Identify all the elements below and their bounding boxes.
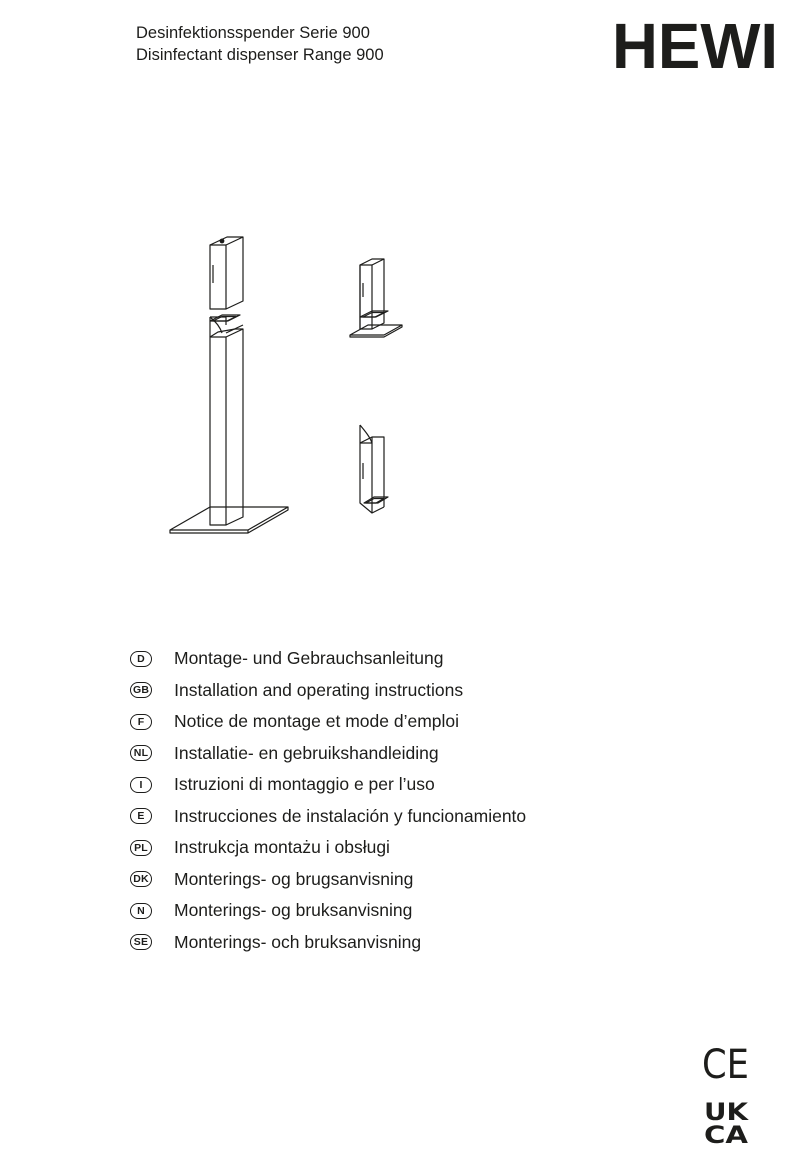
language-label: Installatie- en gebruikshandleiding xyxy=(174,742,439,763)
language-label: Monterings- och bruksanvisning xyxy=(174,931,422,952)
language-list xyxy=(130,643,526,958)
list-item xyxy=(130,864,526,896)
language-label: Instrukcja montażu i obsługi xyxy=(174,837,390,858)
language-badge: NL xyxy=(130,745,152,761)
list-item xyxy=(130,801,526,833)
floor-stand-dispenser xyxy=(170,237,288,533)
list-item xyxy=(130,675,526,707)
language-label: Monterings- og bruksanvisning xyxy=(174,900,413,921)
hewi-logo xyxy=(612,18,780,72)
language-badge: SE xyxy=(130,934,152,950)
list-item xyxy=(130,832,526,864)
language-badge: I xyxy=(130,777,152,793)
logo-text: HEWI xyxy=(612,18,778,72)
ukca-line-1: UK xyxy=(704,1100,750,1126)
wall-plate-dispenser xyxy=(350,259,402,337)
ukca-line-2: CA xyxy=(704,1121,749,1144)
list-item xyxy=(130,927,526,959)
title-german: Desinfektionsspender Serie 900 xyxy=(136,24,370,42)
list-item xyxy=(130,769,526,801)
wall-mounted-dispenser xyxy=(360,425,388,513)
language-label: Monterings- og brugsanvisning xyxy=(174,868,414,889)
language-badge: E xyxy=(130,808,152,824)
language-label: Montage- und Gebrauchsanleitung xyxy=(174,648,444,669)
language-badge: DK xyxy=(130,871,152,887)
title-english: Disinfectant dispenser Range 900 xyxy=(136,46,384,64)
document-header xyxy=(136,22,384,66)
product-illustration xyxy=(160,225,420,565)
language-badge: D xyxy=(130,651,152,667)
language-label: Istruzioni di montaggio e per l’uso xyxy=(174,774,435,795)
ce-mark-text: CE xyxy=(702,1044,749,1082)
language-badge: N xyxy=(130,903,152,919)
ukca-mark-icon xyxy=(704,1100,750,1144)
language-badge: PL xyxy=(130,840,152,856)
language-label: Instrucciones de instalación y funcionamiento xyxy=(174,805,527,826)
list-item xyxy=(130,643,526,675)
list-item xyxy=(130,706,526,738)
language-badge: F xyxy=(130,714,152,730)
list-item xyxy=(130,895,526,927)
list-item xyxy=(130,738,526,770)
language-badge: GB xyxy=(130,682,152,698)
language-label: Notice de montage et mode d’emploi xyxy=(174,711,460,732)
language-label: Installation and operating instructions xyxy=(174,679,464,700)
ce-mark-icon xyxy=(702,1044,750,1082)
